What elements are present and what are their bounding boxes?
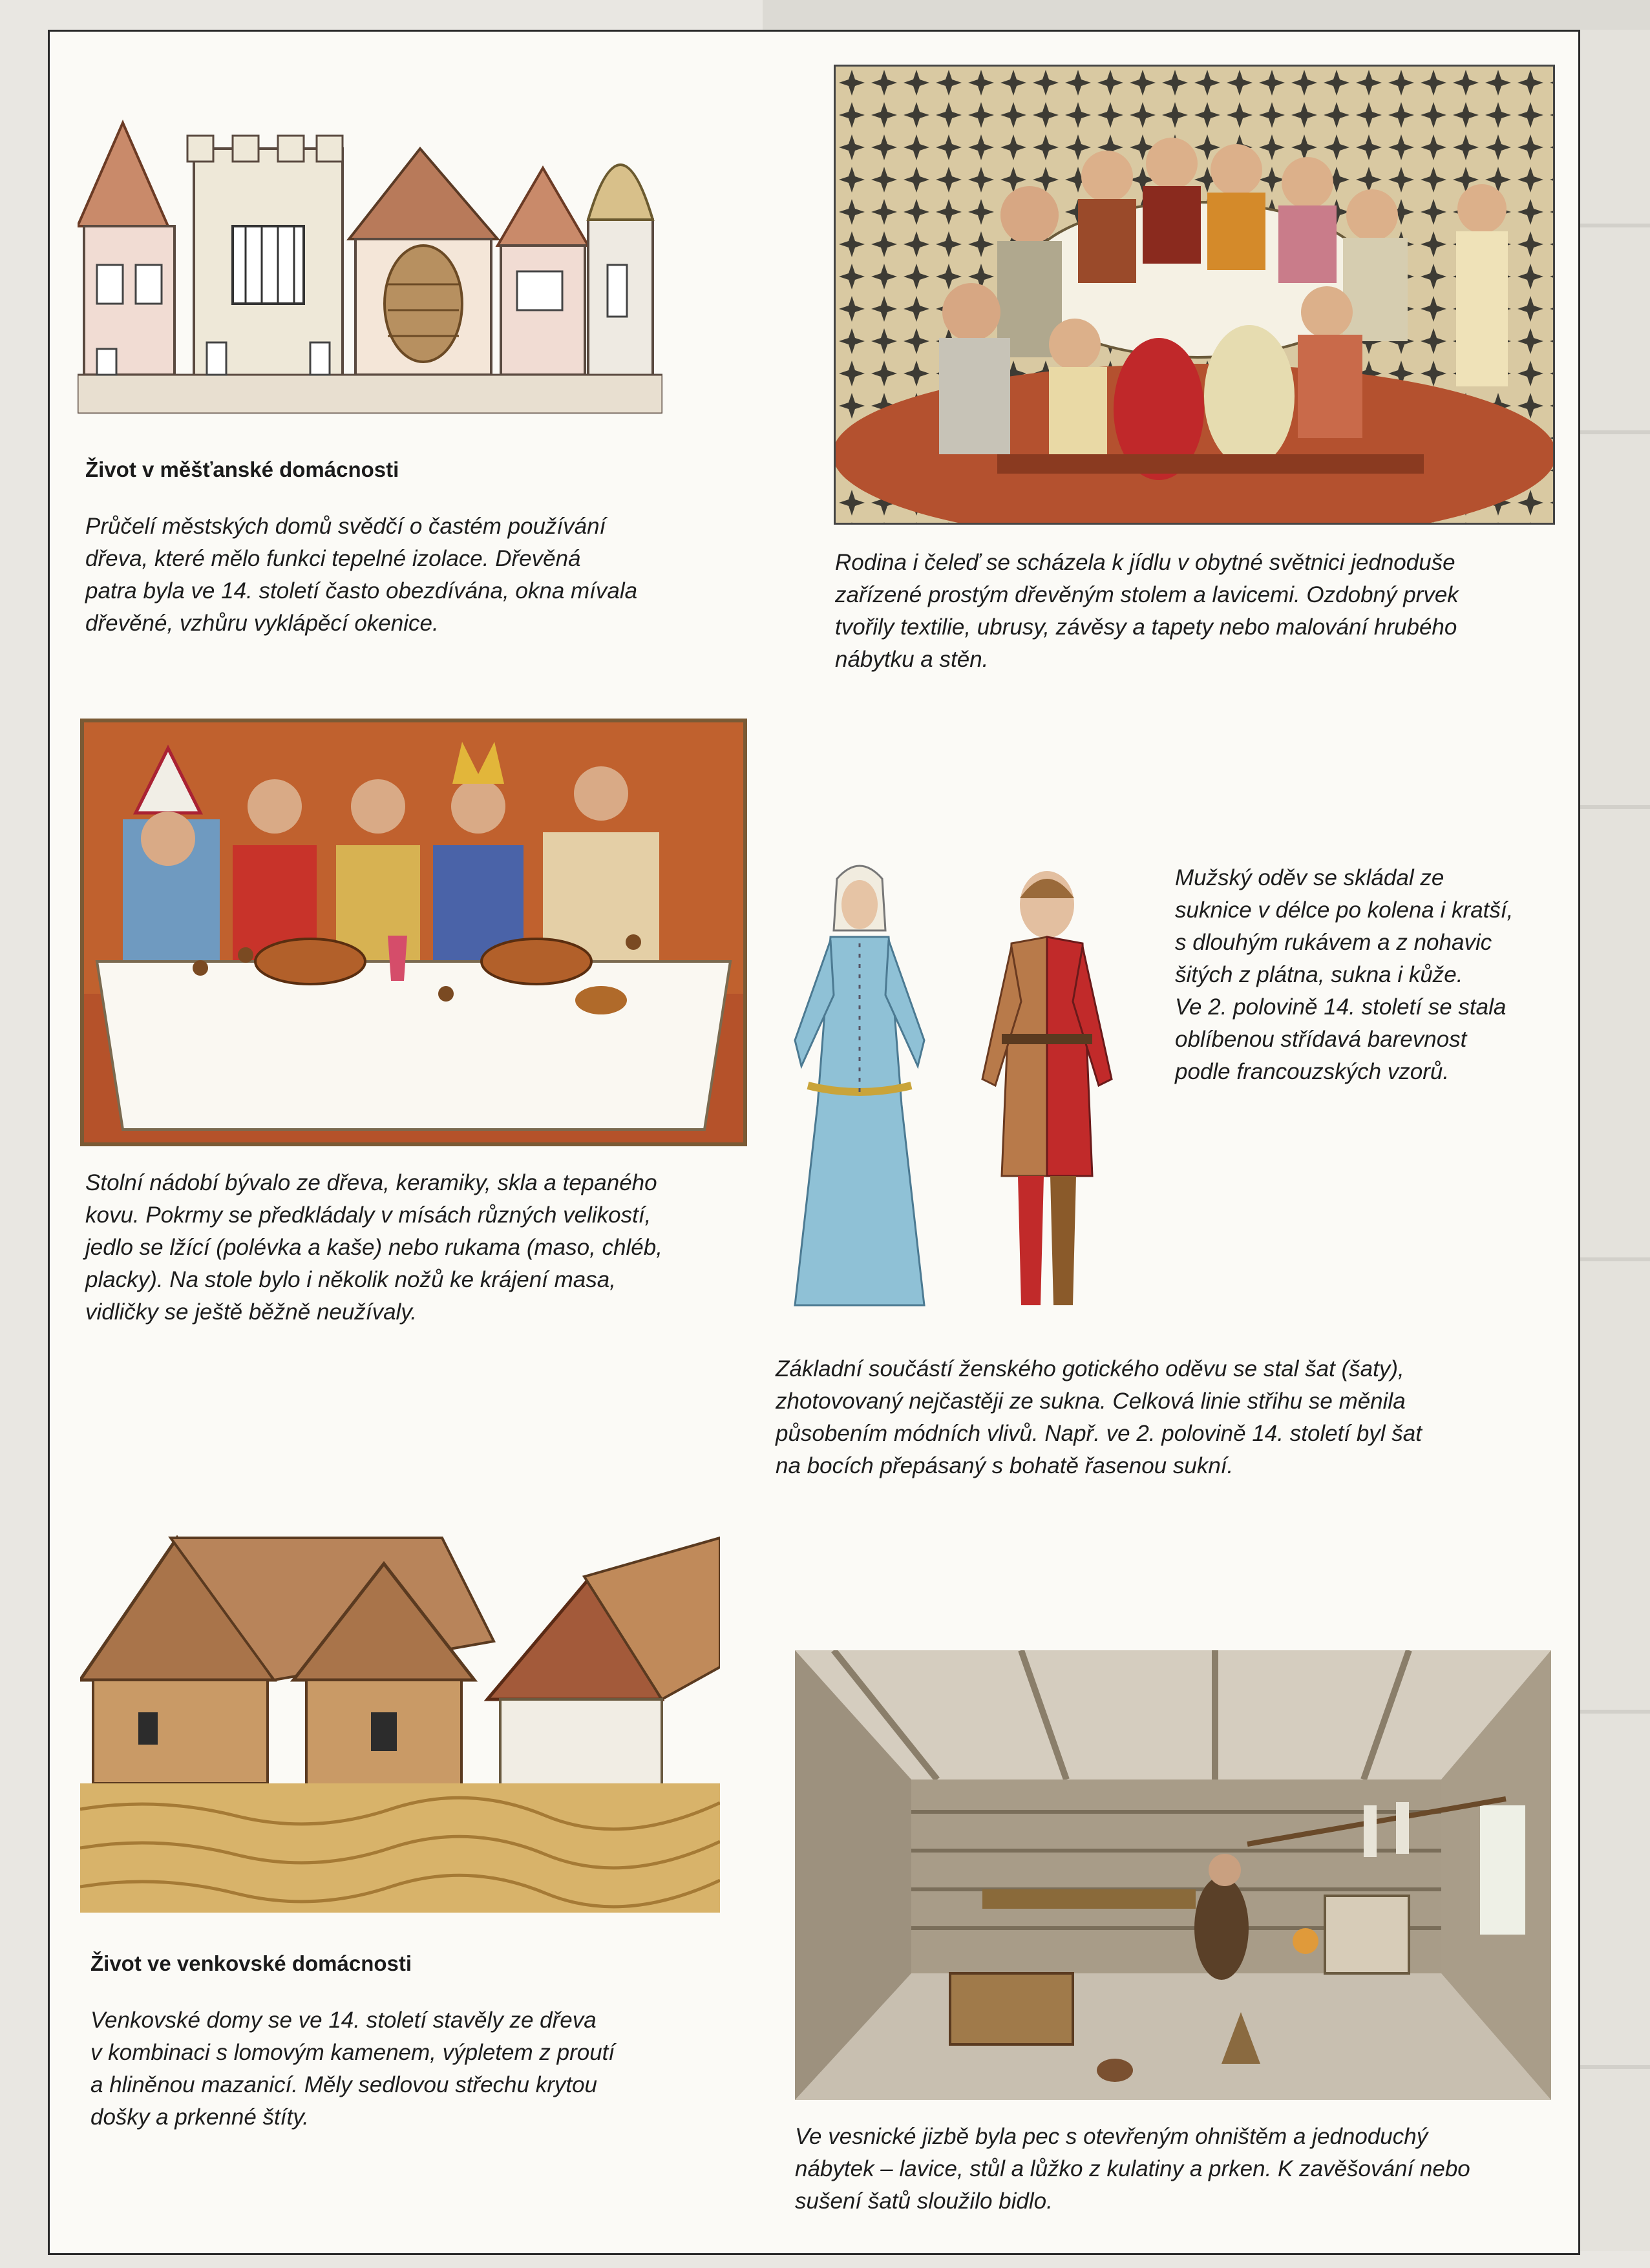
town-houses-caption: Průčelí městských domů svědčí o častém používání dřeva, které mělo funkci tepelné izolace. Dřevěná patra byla ve 14. století často obezdívána, okna mívala dřevěné, vzhůru vyklápěcí okenice. [85, 514, 638, 636]
mens-clothing-caption: Mužský oděv se skládal ze suknice v délce po kolena i kratší, s dlouhým rukávem a z nohavic šitých z plátna, sukna i kůže. Ve 2. polovině 14. století se stala oblíbenou střídavá barevnost podle francouzských vzorů. [1175, 865, 1514, 1084]
rural-life-heading: Život ve venkovské domácnosti [90, 1951, 412, 1975]
womens-clothing-caption: Základní součástí ženského gotického oděvu se stal šat (šaty), zhotovovaný nejčastěji ze sukna. Celková linie střihu se měnila působením módních vlivů. Např. ve 2. polovině 14. století byl šat na bocích přepásaný s bohatě řasenou sukní. [776, 1356, 1422, 1478]
gothic-clothing-illustration [763, 853, 1163, 1325]
feast-table-illustration [80, 719, 747, 1146]
page-bleed-right [1578, 30, 1650, 2251]
page-bleed-top [763, 0, 1650, 30]
rural-houses-caption: Venkovské domy se ve 14. století stavěly ze dřeva v kombinaci s lomovým kamenem, výpletem z proutí a hliněnou mazanicí. Měly sedlovou střechu krytou došky a prkenné štíty. [90, 2008, 615, 2130]
town-life-heading: Život v měšťanské domácnosti [85, 457, 399, 481]
rural-houses-illustration [80, 1512, 720, 1913]
family-meal-illustration [834, 65, 1555, 525]
town-houses-illustration [78, 71, 662, 414]
tableware-caption: Stolní nádobí bývalo ze dřeva, keramiky, skla a tepaného kovu. Pokrmy se předkládaly v mísách různých velikostí, jedlo se lžící (polévka a kaše) nebo rukama (maso, chléb, placky). Na stole bylo i několik nožů ke krájení masa, vidličky se ještě běžně neužívaly. [85, 1170, 662, 1325]
village-room-illustration [795, 1650, 1551, 2100]
family-meal-caption: Rodina i čeleď se scházela k jídlu v obytné světnici jednoduše zařízené prostým dřevěným stolem a lavicemi. Ozdobný prvek tvořily textilie, ubrusy, závěsy a tapety nebo malování hrubého nábytku a stěn. [835, 550, 1459, 672]
village-room-caption: Ve vesnické jizbě byla pec s otevřeným ohništěm a jednoduchý nábytek – lavice, stůl a lůžko z kulatiny a prken. K zavěšování nebo sušení šatů sloužilo bidlo. [795, 2124, 1470, 2214]
